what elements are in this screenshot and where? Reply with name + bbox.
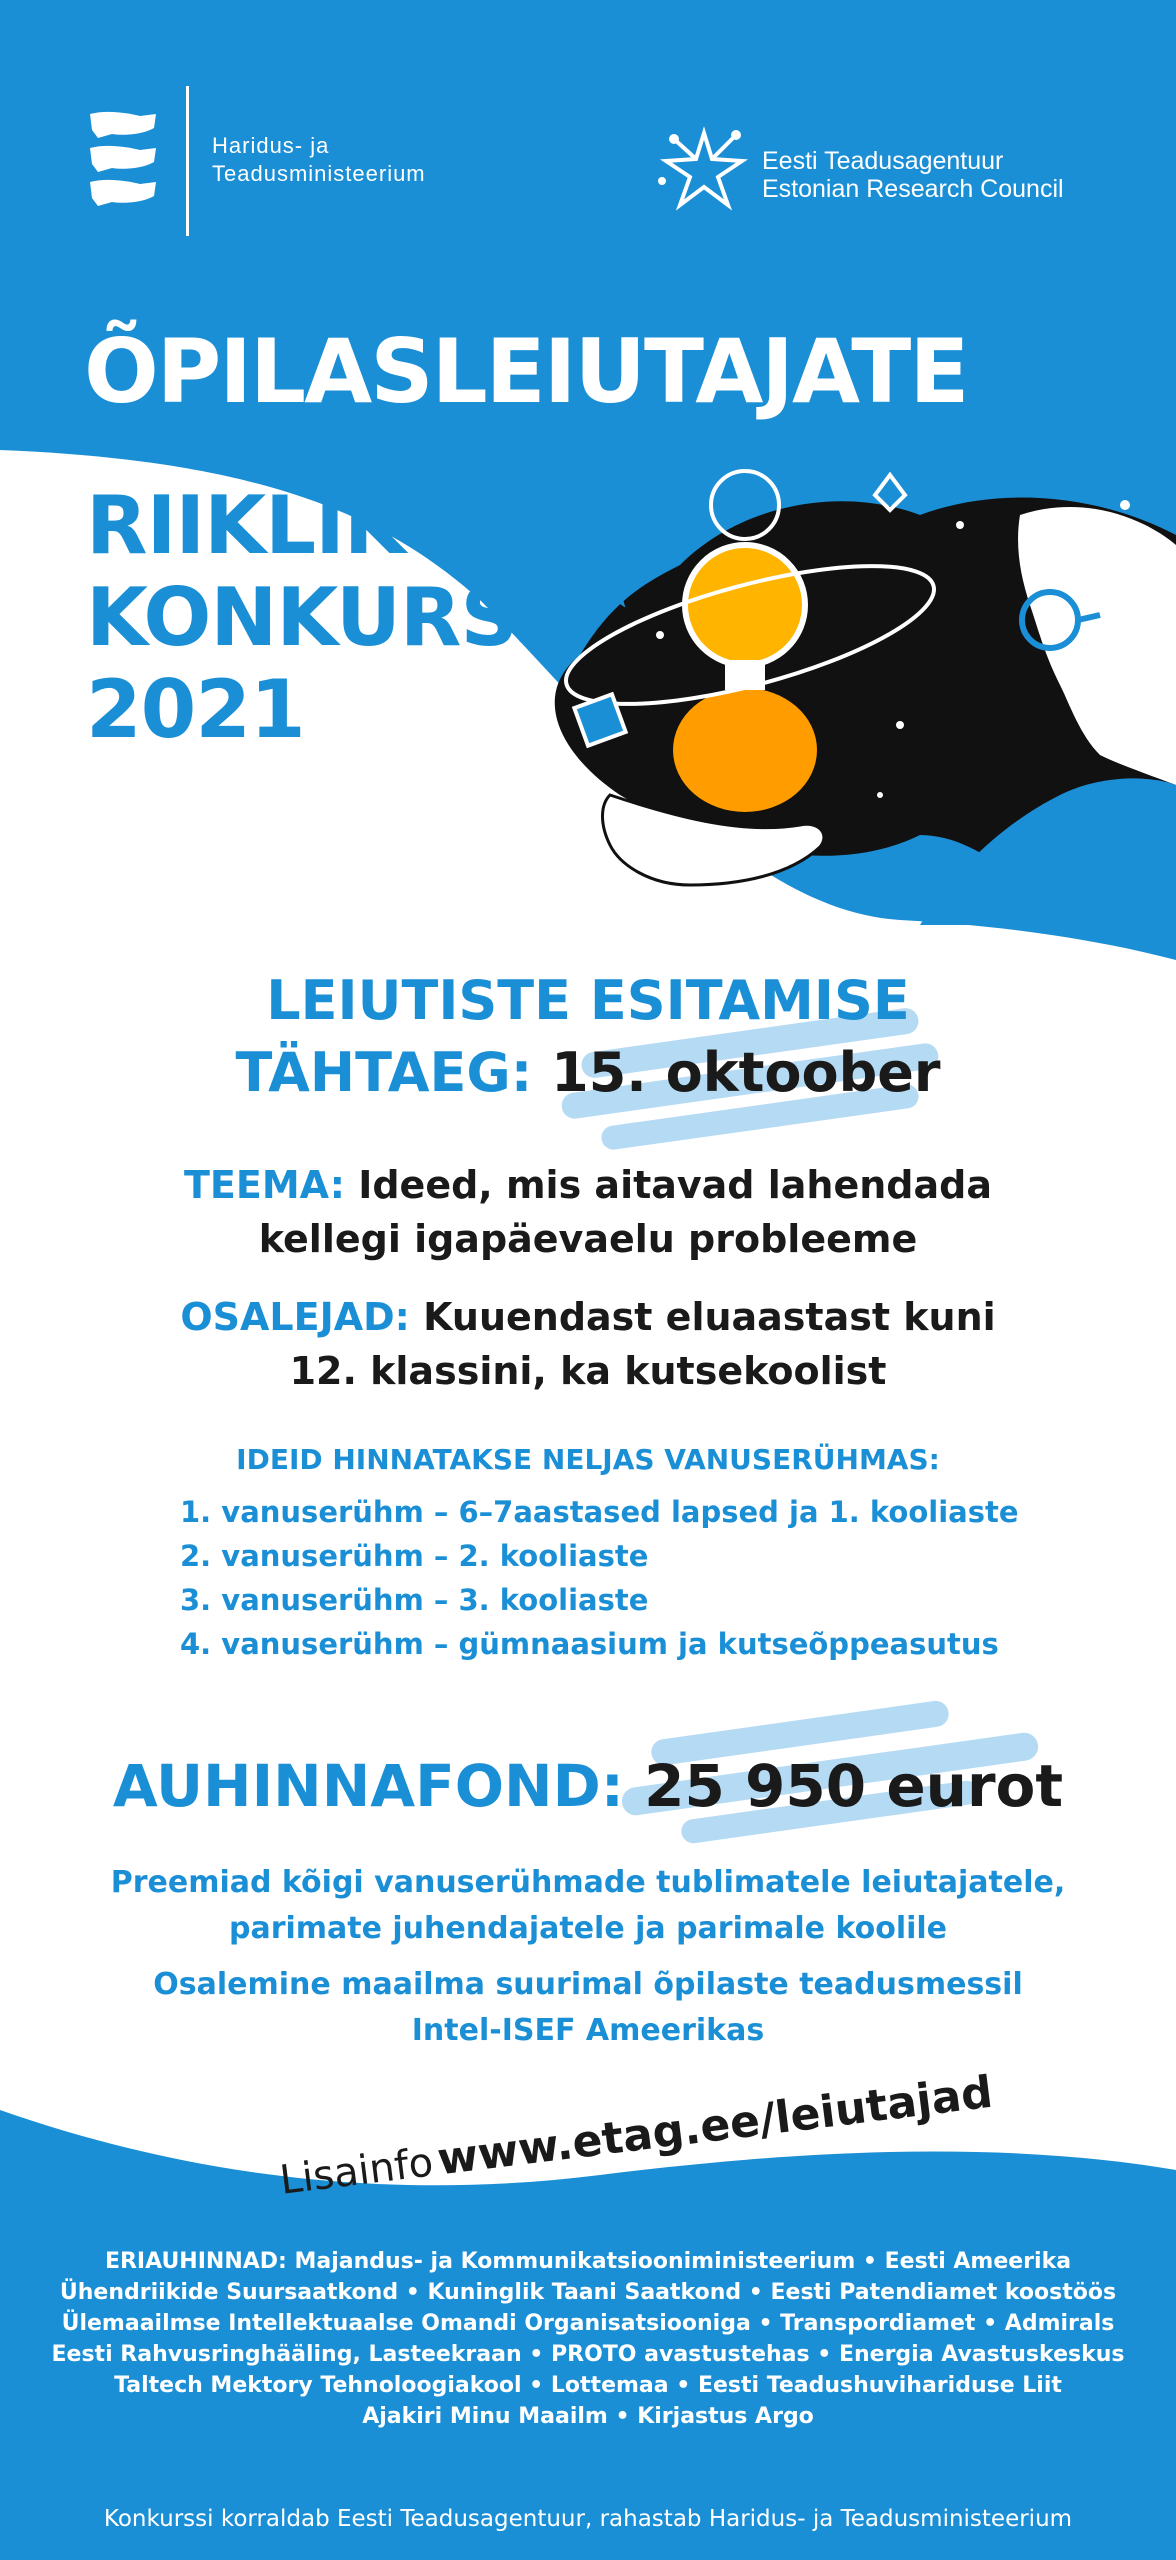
age-group-item: 1. vanuserühm – 6–7aastased lapsed ja 1. kooliaste — [180, 1495, 1019, 1529]
poster-title: ÕPILASLEIUTAJATE — [84, 320, 968, 423]
research-council-logo — [656, 125, 1096, 225]
more-info-label: Lisainfo — [277, 2139, 436, 2204]
prize-fund-label: AUHINNAFOND: — [112, 1752, 624, 1820]
age-group-item: 2. vanuserühm – 2. kooliaste — [180, 1539, 649, 1573]
council-name-line2: Estonian Research Council — [762, 175, 1064, 203]
subtitle-line2: KONKURSS — [86, 571, 571, 664]
isef-text — [0, 1962, 1176, 2054]
special-prizes — [0, 2246, 1176, 2432]
age-groups-list — [180, 1490, 1019, 1666]
poster-subtitle — [86, 480, 570, 756]
subtitle-line1: RIIKLIK — [86, 479, 405, 572]
logo-divider — [186, 86, 189, 236]
special-prizes-line: Eesti Rahvusringhääling, Lasteekraan • PROTO avastustehas • Energia Avastuskeskus — [51, 2342, 1125, 2367]
age-groups-title: IDEID HINNATAKSE NELJAS VANUSERÜHMAS: — [236, 1443, 940, 1476]
theme-line1: Ideed, mis aitavad lahendada — [358, 1163, 992, 1207]
age-group-item: 4. vanuserühm – gümnaasium ja kutseõppeasutus — [180, 1627, 999, 1661]
council-name-line1: Eesti Teadusagentuur — [762, 147, 1004, 175]
theme-line2: kellegi igapäevaelu probleeme — [258, 1217, 918, 1261]
research-council-name — [762, 147, 1064, 203]
organizer-note: Konkurssi korraldab Eesti Teadusagentuur, rahastab Haridus- ja Teadusministeerium — [103, 2506, 1073, 2532]
inventor-girl-illustration — [500, 455, 1176, 925]
participants-section — [0, 1290, 1176, 1398]
special-prizes-line: Ülemaailmse Intellektuaalse Omandi Organisatsiooniga • Transpordiamet • Admirals — [61, 2311, 1115, 2336]
deadline-label-line2: TÄHTAEG: — [235, 1041, 533, 1104]
special-prizes-line: Ühendriikide Suursaatkond • Kuninglik Taani Saatkond • Eesti Patendiamet koostöös — [59, 2280, 1117, 2305]
awards-line1: Preemiad kõigi vanuserühmade tublimatele leiutajatele, — [110, 1865, 1066, 1900]
deadline-section — [0, 965, 1176, 1109]
subtitle-year: 2021 — [86, 663, 305, 756]
ministry-logo — [84, 86, 484, 236]
participants-line1: Kuuendast eluaastast kuni — [423, 1295, 996, 1339]
star-constellation-icon — [656, 125, 752, 215]
more-info-link[interactable]: www.etag.ee/leiutajad — [434, 2066, 996, 2186]
isef-line2: Intel-ISEF Ameerikas — [411, 2013, 765, 2048]
isef-line1: Osalemine maailma suurimal õpilaste teadusmessil — [153, 1967, 1023, 2002]
participants-line2: 12. klassini, ka kutsekoolist — [289, 1349, 887, 1393]
awards-text — [0, 1860, 1176, 1952]
ministry-name-line2: Teadusministeerium — [212, 161, 426, 186]
deadline-label-line1: LEIUTISTE ESITAMISE — [266, 969, 910, 1032]
theme-label: TEEMA: — [184, 1163, 345, 1207]
deadline-value: 15. oktoober — [551, 1041, 941, 1104]
three-lions-crest-icon — [84, 108, 166, 212]
prize-fund-value: 25 950 eurot — [644, 1752, 1064, 1820]
age-group-item: 3. vanuserühm – 3. kooliaste — [180, 1583, 649, 1617]
awards-line2: parimate juhendajatele ja parimale koolile — [228, 1911, 948, 1946]
ministry-name-line1: Haridus- ja — [212, 133, 330, 158]
special-prizes-line: Ajakiri Minu Maailm • Kirjastus Argo — [362, 2404, 814, 2429]
theme-section — [0, 1158, 1176, 1266]
participants-label: OSALEJAD: — [180, 1295, 410, 1339]
ministry-name — [212, 132, 426, 188]
special-prizes-line: Taltech Mektory Tehnoloogiakool • Lottemaa • Eesti Teadushuvihariduse Liit — [114, 2373, 1062, 2398]
prize-fund — [0, 1748, 1176, 1824]
special-prizes-line: ERIAUHINNAD: Majandus- ja Kommunikatsiooniministeerium • Eesti Ameerika — [104, 2249, 1072, 2274]
